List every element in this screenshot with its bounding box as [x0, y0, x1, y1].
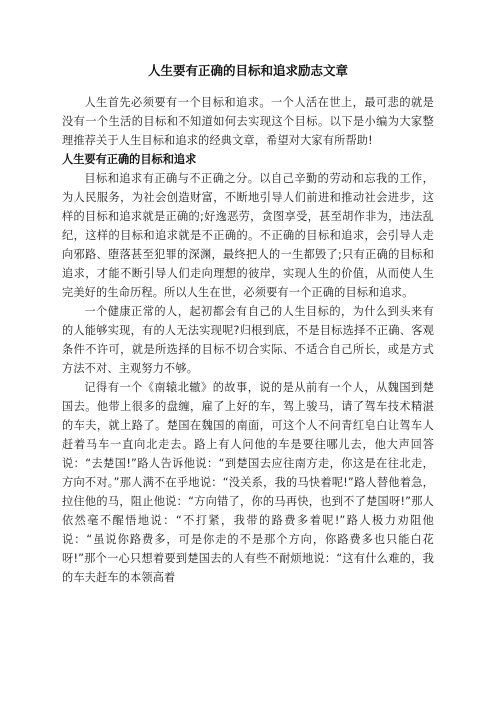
body-paragraph-1: 目标和追求有正确与不正确之分。以自己辛勤的劳动和忘我的工作，为人民服务，为社会创造财富，不断地引导人们前进和推动社会进步，这样的目标和追求就是正确的;好逸恶劳，贪图享受，甚至胡作非为，违法乱纪，这样的目标和追求就是不正确的。不正确的目标和追求，会引导人走向邪路、堕落甚至犯罪的深渊，最终把人的一生都毁了;只有正确的目标和追求，才能不断引导人们走向理想的彼岸，实现人生的价值，从而使人生完美好的生命历程。所以人生在世，必须要有一个正确的目标和追求。: [62, 172, 434, 299]
intro-paragraph: 人生首先必须要有一个目标和追求。一个人活在世上，最可悲的就是没有一个生活的目标和不知道如何去实现这个目标。以下是小编为大家整理推荐关于人生目标和追求的经典文章，希望对大家有所帮助!: [62, 96, 434, 147]
document-page: [62, 62, 434, 587]
body-paragraph-2: 一个健康正常的人，起初都会有自己的人生目标的，为什么到头来有的人能够实现，有的人无法实现呢?归根到底，不是目标选择不正确、客观条件不许可，就是所选择的目标不切合实际、不适合自己所长，或是方式方法不对、主观努力不够。: [62, 305, 434, 375]
body-paragraph-3: 记得有一个《南辕北辙》的故事，说的是从前有一个人，从魏国到楚国去。他带上很多的盘缠，雇了上好的车，驾上骏马，请了驾车技术精湛的车夫，就上路了。楚国在魏国的南面，可这个人不问青红皂白让驾车人赶着马车一直向北走去。路上有人问他的车是要往哪儿去，他大声回答说：“去楚国!”路人告诉他说：“到楚国去应往南方走，你这是在往北走，方向不对。”那人满不在乎地说：“没关系，我的马快着呢!”路人替他着急，拉住他的马，阻止他说：“方向错了，你的马再快，也到不了楚国呀!”那人依然毫不醒悟地说：“不打紧，我带的路费多着呢!”路人极力劝阻他说：“虽说你路费多，可是你走的不是那个方向，你路费多也只能白花呀!”那个一心只想着要到楚国去的人有些不耐烦地说：“这有什么难的，我的车夫赶车的本领高着: [62, 381, 434, 584]
document-title: 人生要有正确的目标和追求励志文章: [147, 63, 348, 78]
section-heading: 人生要有正确的目标和追求: [62, 153, 197, 166]
